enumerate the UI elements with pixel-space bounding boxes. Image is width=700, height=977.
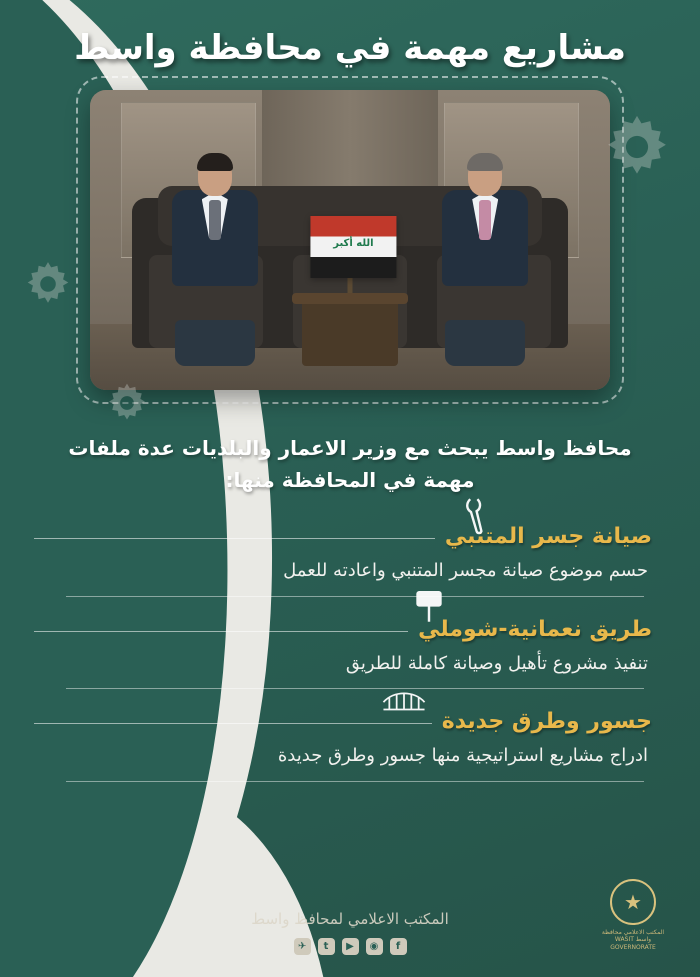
footer-center [0,910,700,955]
person-legs [445,320,525,366]
divider [66,596,644,597]
list-item-header [26,709,674,734]
footer [0,867,700,977]
list-item-header [26,524,674,549]
twitter-icon[interactable]: t [318,938,335,955]
person-hair [197,153,233,171]
facebook-icon[interactable]: f [390,938,407,955]
list-item-description: حسم موضوع صيانة مجسر المتنبي واعادته للعمل [283,559,648,581]
projects-list [26,518,674,796]
logo-emblem-icon: ★ [610,879,656,925]
person-tie [209,200,221,240]
instagram-icon[interactable]: ◉ [366,938,383,955]
road-sign-icon [412,589,446,629]
gear-icon [22,258,74,310]
bridge-icon [382,685,426,719]
gear-icon [104,380,150,426]
meeting-photo [90,90,610,390]
list-item [26,611,674,704]
list-item-title: جسور وطرق جديدة [441,709,652,735]
person-right [423,156,548,360]
gear-icon [600,110,674,184]
divider [34,538,435,539]
telegram-icon[interactable]: ✈ [294,938,311,955]
list-item [26,518,674,611]
photo-table [302,300,398,366]
person-tie [479,200,491,240]
photo-frame [90,90,610,390]
wrench-icon [458,496,492,540]
divider [66,781,644,782]
divider [66,688,644,689]
list-item-title: طريق نعمانية-شوملي [418,616,652,642]
person-legs [175,320,255,366]
person-hair [467,153,503,171]
social-links [0,938,700,955]
list-item-description: ادراج مشاريع استراتيجية منها جسور وطرق جديدة [277,745,648,767]
office-title: المكتب الاعلامي لمحافظ واسط [251,910,449,928]
youtube-icon[interactable]: ▶ [342,938,359,955]
person-left [152,156,277,360]
logo-caption: المكتب الاعلامي محافظة واسط WASIT GOVERNORATE [601,928,665,951]
list-item-description: تنفيذ مشروع تأهيل وصيانة كاملة للطريق [345,652,648,674]
list-item-title: صيانة جسر المتنبي [444,523,652,549]
flag-cloth [310,216,396,278]
page-title: مشاريع مهمة في محافظة واسط [74,28,626,68]
list-item-header [26,617,674,642]
subtitle: محافظ واسط يبحث مع وزير الاعمار والبلديات عدة ملفات مهمة في المحافظة منها: [68,435,632,492]
divider [34,723,432,724]
list-item [26,703,674,796]
divider [34,631,408,632]
